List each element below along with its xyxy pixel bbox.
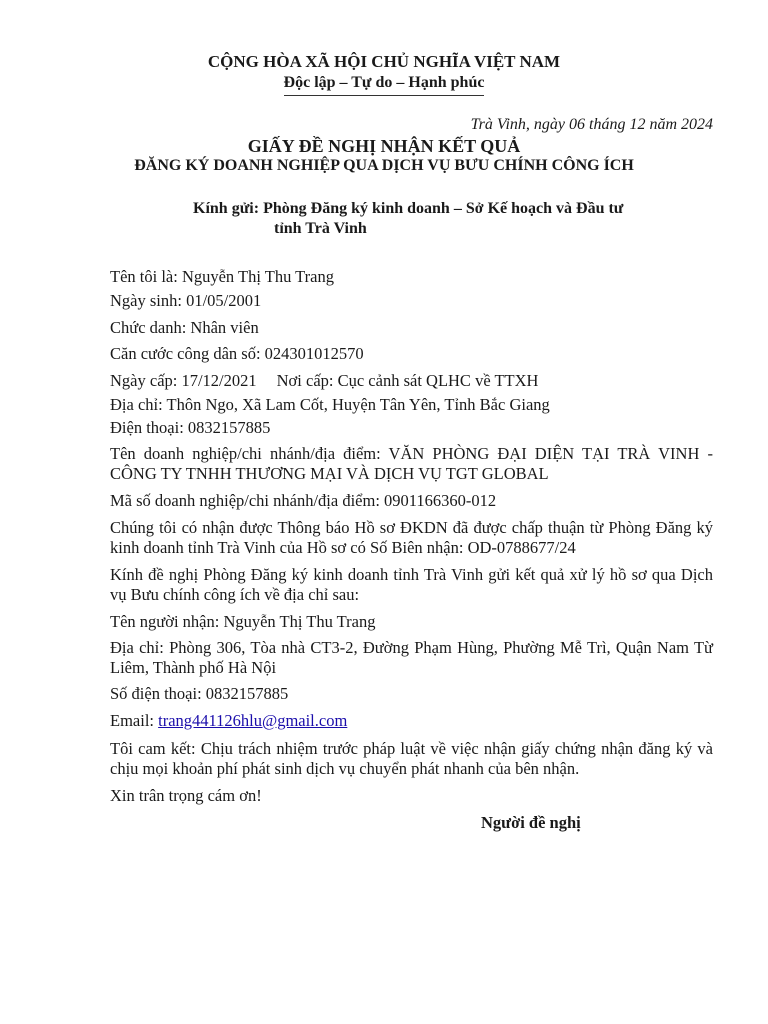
document-subtitle: ĐĂNG KÝ DOANH NGHIỆP QUA DỊCH VỤ BƯU CHÍNH CÔNG ÍCH [134, 157, 634, 174]
receiver-address [110, 638, 713, 678]
field-id-number-text: Căn cước công dân số: 024301012570 [110, 344, 364, 363]
thanks-line-text: Xin trân trọng cám ơn! [110, 786, 262, 805]
receiver-phone [110, 684, 713, 704]
national-motto: Độc lập – Tự do – Hạnh phúc [284, 74, 485, 96]
email-label: Email: [110, 711, 154, 730]
field-name [110, 267, 713, 287]
motto-wrapper [0, 74, 768, 96]
email-link[interactable]: trang441126hlu@gmail.com [158, 711, 348, 730]
field-dob [110, 291, 713, 311]
field-id-number [110, 344, 713, 364]
field-address-text: Địa chỉ: Thôn Ngo, Xã Lam Cốt, Huyện Tân Yên, Tỉnh Bắc Giang [110, 395, 550, 414]
field-issue-date: Ngày cấp: 17/12/2021 [110, 371, 257, 390]
field-name-text: Tên tôi là: Nguyễn Thị Thu Trang [110, 267, 334, 286]
recipient-line-1: Kính gửi: Phòng Đăng ký kinh doanh – Sở Kế hoạch và Đầu tư [193, 200, 624, 217]
request-paragraph [110, 565, 713, 605]
recipient-line-2: tỉnh Trà Vinh [274, 220, 367, 237]
receiver-name-text: Tên người nhận: Nguyễn Thị Thu Trang [110, 612, 376, 631]
document-title: GIẤY ĐỀ NGHỊ NHẬN KẾT QUẢ [247, 136, 521, 156]
notice-paragraph-text: Chúng tôi có nhận được Thông báo Hồ sơ ĐKDN đã được chấp thuận từ Phòng Đăng ký kinh doanh tỉnh Trà Vinh của Hồ sơ có Số Biên nhận: OD-0788677/24 [110, 518, 713, 557]
field-issue [110, 371, 713, 391]
receiver-email [110, 711, 713, 731]
request-paragraph-text: Kính đề nghị Phòng Đăng ký kinh doanh tỉnh Trà Vinh gửi kết quả xử lý hồ sơ qua Dịch vụ Bưu chính công ích về địa chỉ sau: [110, 565, 713, 604]
date-line: Trà Vinh, ngày 06 tháng 12 năm 2024 [470, 116, 713, 133]
commitment-paragraph [110, 739, 713, 779]
signer-title: Người đề nghị [481, 813, 581, 832]
commitment-paragraph-text: Tôi cam kết: Chịu trách nhiệm trước pháp luật về việc nhận giấy chứng nhận đăng ký và chịu mọi khoản phí phát sinh dịch vụ chuyển phát nhanh của bên nhận. [110, 739, 713, 778]
receiver-phone-text: Số điện thoại: 0832157885 [110, 684, 289, 703]
receiver-address-text: Địa chỉ: Phòng 306, Tòa nhà CT3-2, Đường Phạm Hùng, Phường Mễ Trì, Quận Nam Từ Liêm, Thành phố Hà Nội [110, 638, 713, 677]
field-dob-text: Ngày sinh: 01/05/2001 [110, 291, 262, 310]
field-company-name [110, 444, 713, 484]
thanks-line [110, 786, 713, 806]
notice-paragraph [110, 518, 713, 558]
field-company-code [110, 491, 713, 511]
field-issue-place: Nơi cấp: Cục cảnh sát QLHC về TTXH [276, 371, 539, 390]
field-address [110, 395, 713, 415]
receiver-name [110, 612, 713, 632]
field-company-code-text: Mã số doanh nghiệp/chi nhánh/địa điểm: 0901166360-012 [110, 491, 497, 510]
field-phone [110, 418, 713, 438]
field-company-name-text: Tên doanh nghiệp/chi nhánh/địa điểm: VĂN PHÒNG ĐẠI DIỆN TẠI TRÀ VINH - CÔNG TY TNHH THƯƠNG MẠI VÀ DỊCH VỤ TGT GLOBAL [110, 444, 713, 483]
field-position [110, 318, 713, 338]
national-title: CỘNG HÒA XÃ HỘI CHỦ NGHĨA VIỆT NAM [207, 52, 561, 71]
field-phone-text: Điện thoại: 0832157885 [110, 418, 271, 437]
field-position-text: Chức danh: Nhân viên [110, 318, 259, 337]
